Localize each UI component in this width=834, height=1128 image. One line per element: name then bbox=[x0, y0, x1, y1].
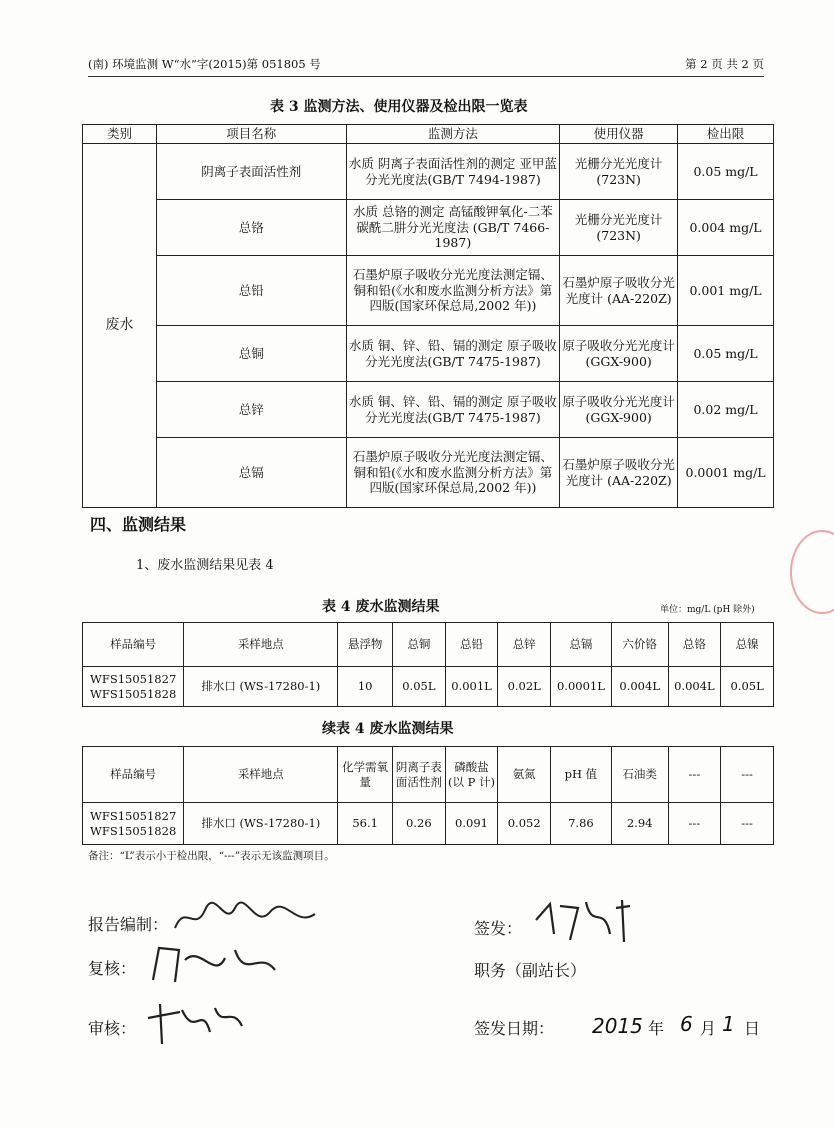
month-label: 月 bbox=[700, 1019, 717, 1038]
instrument-cell: 石墨炉原子吸收分光光度计 (AA-220Z) bbox=[560, 438, 678, 508]
results-table-continued bbox=[82, 746, 774, 845]
location-cell: 排水口 (WS-17280-1) bbox=[184, 803, 338, 845]
auditor-label: 审核： bbox=[88, 1019, 137, 1038]
table-row bbox=[83, 667, 774, 707]
item-cell: 阴离子表面活性剂 bbox=[156, 144, 346, 200]
year-label: 年 bbox=[648, 1019, 665, 1038]
value-cell: 7.86 bbox=[551, 803, 612, 845]
value-cell: 0.001L bbox=[445, 667, 498, 707]
header-cell: pH 值 bbox=[551, 747, 612, 803]
header-cell: 类别 bbox=[83, 125, 157, 144]
table-row bbox=[83, 803, 774, 845]
date-day: 1 bbox=[722, 1012, 735, 1036]
unit-note: 单位：mg/L (pH 除外) bbox=[660, 605, 755, 615]
item-cell: 总铜 bbox=[156, 326, 346, 382]
table-header-row bbox=[83, 125, 774, 144]
value-cell: 0.004L bbox=[611, 667, 668, 707]
date-month: 6 bbox=[680, 1012, 693, 1036]
position-label: 职务（副站长） bbox=[474, 961, 587, 980]
value-cell: 0.052 bbox=[498, 803, 551, 845]
table-header-row bbox=[83, 623, 774, 667]
method-cell: 水质 阴离子表面活性剂的测定 亚甲蓝分光光度法(GB/T 7494-1987) bbox=[346, 144, 560, 200]
value-cell: 56.1 bbox=[338, 803, 393, 845]
instrument-cell: 原子吸收分光光度计 (GGX-900) bbox=[560, 326, 678, 382]
sample-id-cell bbox=[83, 803, 184, 845]
header-cell: 磷酸盐(以 P 计) bbox=[445, 747, 498, 803]
value-cell: --- bbox=[721, 803, 774, 845]
header-cell: 总镉 bbox=[551, 623, 612, 667]
value-cell: --- bbox=[668, 803, 721, 845]
instrument-cell: 光栅分光光度计 (723N) bbox=[560, 144, 678, 200]
header-cell: 阴离子表面活性剂 bbox=[393, 747, 446, 803]
table-row bbox=[83, 438, 774, 508]
method-cell: 石墨炉原子吸收分光光度法测定镉、铜和铅(《水和废水监测分析方法》第四版(国家环保总局,2002 年)) bbox=[346, 256, 560, 326]
value-cell: 0.02L bbox=[498, 667, 551, 707]
limit-cell: 0.004 mg/L bbox=[678, 200, 774, 256]
sample-id-cell bbox=[83, 667, 184, 707]
instrument-cell: 原子吸收分光光度计 (GGX-900) bbox=[560, 382, 678, 438]
header-cell: 总镍 bbox=[721, 623, 774, 667]
table-row bbox=[83, 382, 774, 438]
header-cell: 总铬 bbox=[668, 623, 721, 667]
header-cell: 总锌 bbox=[498, 623, 551, 667]
date-year: 2015 bbox=[592, 1014, 643, 1038]
value-cell: 0.05L bbox=[721, 667, 774, 707]
auditor-signature bbox=[140, 998, 250, 1048]
header-cell: 悬浮物 bbox=[338, 623, 393, 667]
value-cell: 0.004L bbox=[668, 667, 721, 707]
header-cell: 总铜 bbox=[393, 623, 446, 667]
issuer-label: 签发： bbox=[474, 919, 523, 938]
footnote: 备注：“L”表示小于检出限，“---”表示无该监测项目。 bbox=[88, 850, 335, 862]
section-subheading: 1、废水监测结果见表 4 bbox=[136, 558, 274, 573]
instrument-cell: 石墨炉原子吸收分光光度计 (AA-220Z) bbox=[560, 256, 678, 326]
sample-id: WFS15051828 bbox=[90, 686, 177, 701]
date-label: 签发日期： bbox=[474, 1019, 555, 1038]
value-cell: 10 bbox=[338, 667, 393, 707]
instrument-cell: 光栅分光光度计 (723N) bbox=[560, 200, 678, 256]
red-stamp-fragment bbox=[790, 530, 834, 614]
category-cell: 废水 bbox=[83, 144, 157, 508]
report-number: (南) 环境监测 W“水”字(2015)第 051805 号 bbox=[88, 57, 321, 71]
value-cell: 0.091 bbox=[445, 803, 498, 845]
item-cell: 总锌 bbox=[156, 382, 346, 438]
method-cell: 水质 总铬的测定 高锰酸钾氧化-二苯碳酰二肼分光光度法 (GB/T 7466-1987) bbox=[346, 200, 560, 256]
limit-cell: 0.05 mg/L bbox=[678, 326, 774, 382]
sample-id: WFS15051827 bbox=[90, 671, 177, 686]
method-cell: 水质 铜、锌、铅、镉的测定 原子吸收分光光度法(GB/T 7475-1987) bbox=[346, 382, 560, 438]
sample-id: WFS15051827 bbox=[90, 808, 177, 823]
results-table bbox=[82, 622, 774, 707]
day-label: 日 bbox=[744, 1019, 761, 1038]
header-cell: 六价铬 bbox=[611, 623, 668, 667]
item-cell: 总镉 bbox=[156, 438, 346, 508]
table-header-row bbox=[83, 747, 774, 803]
header-cell: --- bbox=[668, 747, 721, 803]
header-cell: 氨氮 bbox=[498, 747, 551, 803]
limit-cell: 0.05 mg/L bbox=[678, 144, 774, 200]
page-number: 第 2 页 共 2 页 bbox=[685, 57, 764, 71]
header-cell: 使用仪器 bbox=[560, 125, 678, 144]
header-cell: 样品编号 bbox=[83, 623, 184, 667]
header-cell: 项目名称 bbox=[156, 125, 346, 144]
author-label: 报告编制： bbox=[88, 915, 169, 934]
header-cell: 样品编号 bbox=[83, 747, 184, 803]
method-cell: 水质 铜、锌、铅、镉的测定 原子吸收分光光度法(GB/T 7475-1987) bbox=[346, 326, 560, 382]
table-row bbox=[83, 144, 774, 200]
header-cell: 化学需氧量 bbox=[338, 747, 393, 803]
table3-title: 表 3 监测方法、使用仪器及检出限一览表 bbox=[270, 99, 528, 115]
limit-cell: 0.0001 mg/L bbox=[678, 438, 774, 508]
limit-cell: 0.001 mg/L bbox=[678, 256, 774, 326]
value-cell: 2.94 bbox=[611, 803, 668, 845]
limit-cell: 0.02 mg/L bbox=[678, 382, 774, 438]
table4-title: 表 4 废水监测结果 bbox=[322, 599, 440, 615]
value-cell: 0.26 bbox=[393, 803, 446, 845]
header-cell: 监测方法 bbox=[346, 125, 560, 144]
table5-title: 续表 4 废水监测结果 bbox=[322, 721, 454, 737]
value-cell: 0.05L bbox=[393, 667, 446, 707]
item-cell: 总铅 bbox=[156, 256, 346, 326]
header-cell: 采样地点 bbox=[184, 747, 338, 803]
issuer-signature bbox=[530, 894, 640, 946]
method-cell: 石墨炉原子吸收分光光度法测定镉、铜和铅(《水和废水监测分析方法》第四版(国家环保总局,2002 年)) bbox=[346, 438, 560, 508]
header-cell: 检出限 bbox=[678, 125, 774, 144]
table-row bbox=[83, 256, 774, 326]
author-signature bbox=[170, 898, 320, 938]
header-cell: --- bbox=[721, 747, 774, 803]
header-cell: 石油类 bbox=[611, 747, 668, 803]
reviewer-label: 复核： bbox=[88, 959, 137, 978]
header-cell: 采样地点 bbox=[184, 623, 338, 667]
table-row bbox=[83, 326, 774, 382]
method-table bbox=[82, 124, 774, 508]
page-header bbox=[88, 52, 764, 77]
section-heading: 四、监测结果 bbox=[90, 515, 187, 534]
location-cell: 排水口 (WS-17280-1) bbox=[184, 667, 338, 707]
sample-id: WFS15051828 bbox=[90, 823, 177, 838]
table-row bbox=[83, 200, 774, 256]
value-cell: 0.0001L bbox=[551, 667, 612, 707]
item-cell: 总铬 bbox=[156, 200, 346, 256]
reviewer-signature bbox=[145, 940, 285, 988]
header-cell: 总铅 bbox=[445, 623, 498, 667]
